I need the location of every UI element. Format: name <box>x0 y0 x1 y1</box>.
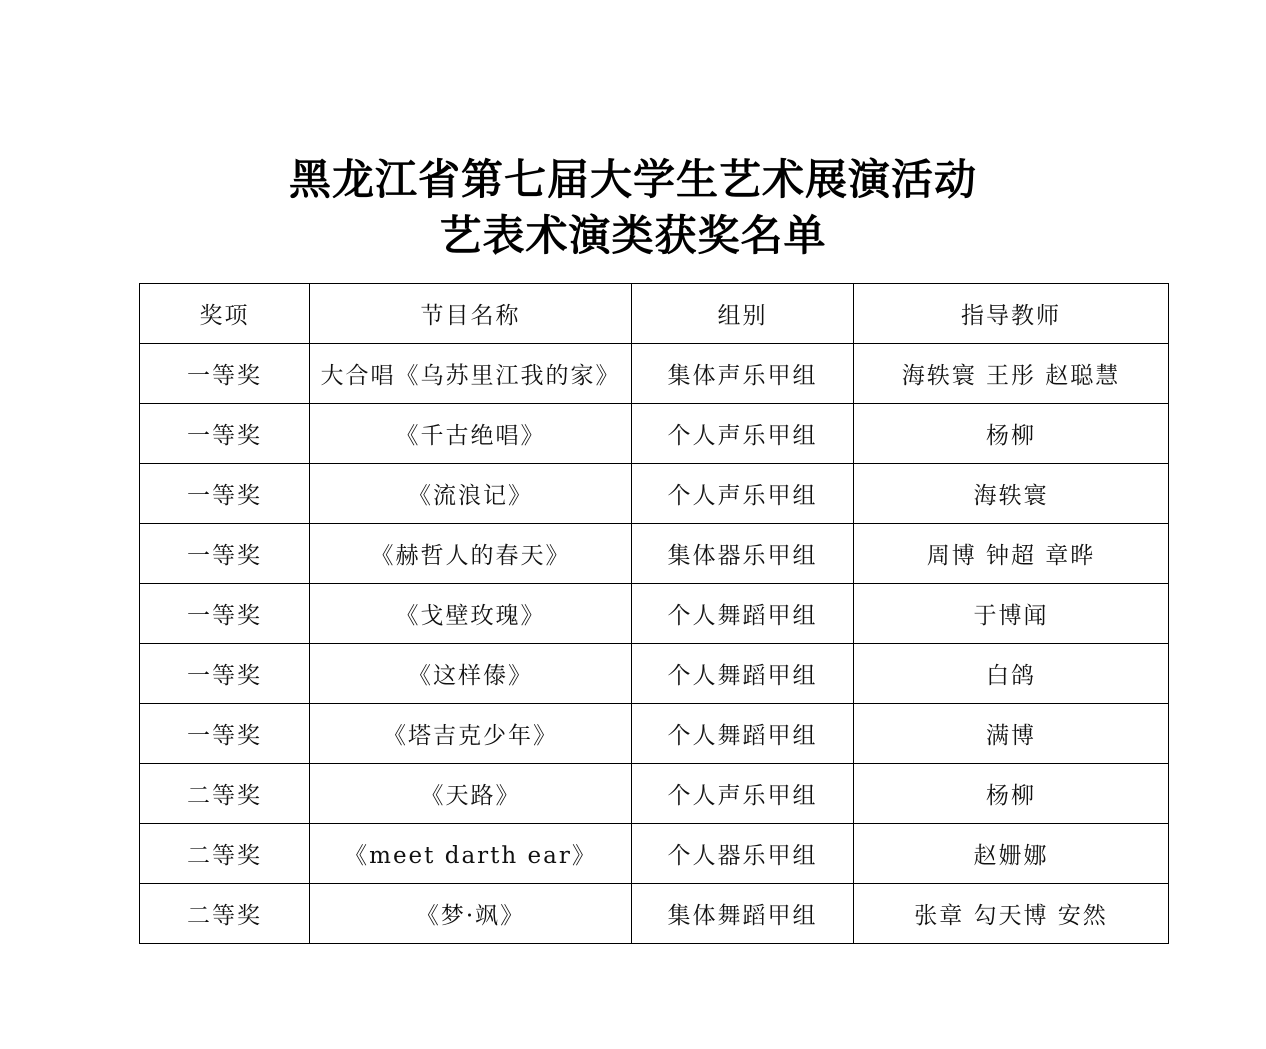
instructor-cell: 周博 钟超 章晔 <box>854 524 1169 584</box>
program-cell: 《塔吉克少年》 <box>310 704 632 764</box>
program-cell: 《千古绝唱》 <box>310 404 632 464</box>
header-instructor: 指导教师 <box>854 284 1169 344</box>
program-cell: 《流浪记》 <box>310 464 632 524</box>
award-cell: 二等奖 <box>140 824 310 884</box>
header-award: 奖项 <box>140 284 310 344</box>
award-cell: 一等奖 <box>140 524 310 584</box>
group-cell: 个人舞蹈甲组 <box>632 644 854 704</box>
award-cell: 二等奖 <box>140 884 310 944</box>
award-cell: 二等奖 <box>140 764 310 824</box>
program-cell: 《这样傣》 <box>310 644 632 704</box>
table-row <box>140 584 1169 644</box>
award-cell: 一等奖 <box>140 464 310 524</box>
instructor-cell: 满博 <box>854 704 1169 764</box>
table-row <box>140 404 1169 464</box>
instructor-cell: 杨柳 <box>854 764 1169 824</box>
instructor-cell: 白鸽 <box>854 644 1169 704</box>
title-line-1: 黑龙江省第七届大学生艺术展演活动 <box>288 155 977 204</box>
instructor-cell: 赵姗娜 <box>854 824 1169 884</box>
group-cell: 个人声乐甲组 <box>632 404 854 464</box>
program-cell: 《赫哲人的春天》 <box>310 524 632 584</box>
award-cell: 一等奖 <box>140 404 310 464</box>
table-header-row <box>140 284 1169 344</box>
table-row <box>140 824 1169 884</box>
instructor-cell: 杨柳 <box>854 404 1169 464</box>
document-title <box>0 152 1266 264</box>
instructor-cell: 于博闻 <box>854 584 1169 644</box>
award-cell: 一等奖 <box>140 344 310 404</box>
group-cell: 集体器乐甲组 <box>632 524 854 584</box>
award-cell: 一等奖 <box>140 584 310 644</box>
header-group: 组别 <box>632 284 854 344</box>
group-cell: 个人声乐甲组 <box>632 764 854 824</box>
program-cell: 《天路》 <box>310 764 632 824</box>
program-cell: 大合唱《乌苏里江我的家》 <box>310 344 632 404</box>
group-cell: 个人器乐甲组 <box>632 824 854 884</box>
awards-table <box>139 283 1169 944</box>
table-row <box>140 464 1169 524</box>
award-cell: 一等奖 <box>140 644 310 704</box>
table-row <box>140 704 1169 764</box>
award-cell: 一等奖 <box>140 704 310 764</box>
table-row <box>140 764 1169 824</box>
instructor-cell: 海轶寰 <box>854 464 1169 524</box>
program-cell: 《梦·飒》 <box>310 884 632 944</box>
table-row <box>140 644 1169 704</box>
group-cell: 个人舞蹈甲组 <box>632 584 854 644</box>
group-cell: 集体舞蹈甲组 <box>632 884 854 944</box>
header-program-name: 节目名称 <box>310 284 632 344</box>
program-cell: 《meet darth ear》 <box>310 824 632 884</box>
program-cell: 《戈壁玫瑰》 <box>310 584 632 644</box>
table-row <box>140 884 1169 944</box>
group-cell: 集体声乐甲组 <box>632 344 854 404</box>
title-line-2: 艺表术演类获奖名单 <box>439 211 827 260</box>
table-row <box>140 344 1169 404</box>
group-cell: 个人声乐甲组 <box>632 464 854 524</box>
instructor-cell: 海轶寰 王彤 赵聪慧 <box>854 344 1169 404</box>
instructor-cell: 张章 勾天博 安然 <box>854 884 1169 944</box>
table-row <box>140 524 1169 584</box>
group-cell: 个人舞蹈甲组 <box>632 704 854 764</box>
